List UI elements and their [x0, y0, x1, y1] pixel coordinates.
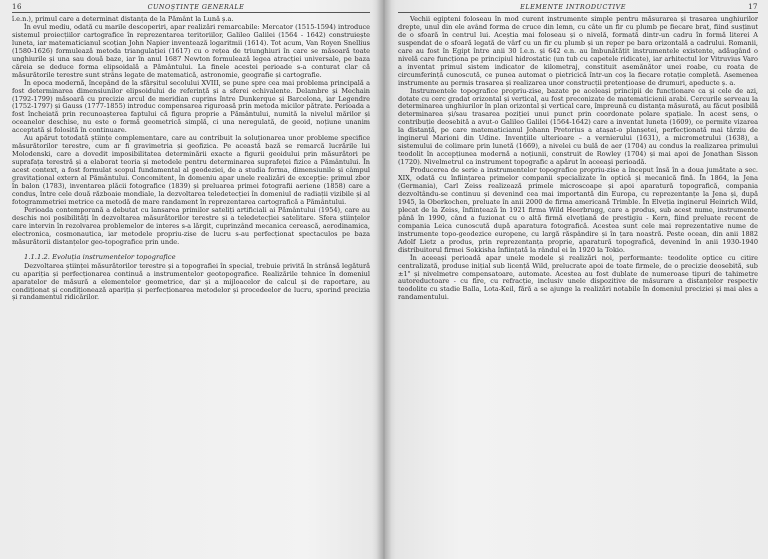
left-paragraph-4: Perioada contemporană a debutat cu lansarea primilor sateliți artificiali ai Pământului (1954), care au deschis noi posibilități în dezvoltarea măsurătorilor terestre și a teledetecției satelitare. Sfera științelor care intervin în rezolvarea problemelor de interes s-a lărgit, cuprinzând mecanica cerească, aerodinamica, electronica, cosmonautica, iar metodele propriu-zise de lucru s-au perfecționat spectaculos pe baza măsurătorii distanțelor geo-topografice prin unde.	[12, 205, 370, 246]
left-running-head	[12, 3, 370, 13]
right-running-head-title: ELEMENTE INTRODUCTIVE	[520, 3, 626, 11]
right-running-head	[398, 3, 758, 13]
left-paragraph-2: În epoca modernă, începând de la sfârșitul secolului XVIII, se pune spre cea mai problema principală a fost determinarea dimensiunilor elipsoidului de referință și a sferei echivalente. Delambre și Mechain (1792-1799) măsoară cu precizie arcul de meridian cuprins între Dunkerque și Barcelona, iar Legendre (1752-1797) și Gauss (1777-1855) introduc compensarea riguroasă prin metoda micilor pătrate. Perioada a fost încheiată prin recunoașterea faptului că figura proprie a Pământului, numită la nivelul mărilor și oceanelor deschise, nu este o formă geometrică simplă, ci una neregulată, de geoid, noțiune unanim acceptată și folosită în continuare.	[12, 78, 370, 135]
right-page	[384, 0, 768, 559]
left-paragraph-0: î.e.n.), primul care a determinat distanța de la Pământ la Lună ș.a.	[12, 15, 234, 23]
subsection-title: 1.1.1.2. Evoluția instrumentelor topografice	[24, 252, 176, 261]
left-paragraph-1: În evul mediu, odată cu marile descoperiri, apar realizări remarcabile: Mercator (1515-1594) introduce sistemul proiecțiilor cartografice în reprezentarea teritoriilor, Galileo Galilei (1564 - 1642) construiește luneta, iar matematicianul scoțian John Napier inventează logaritmii (1614). Tot acum, Van Royen Snellius (1580-1626) formulează metoda triangulației (1617) cu o rețea de triunghiuri în care se măsoară toate unghiurile și una sau două baze, iar în anul 1687 Newton formulează legea atracției universale, pe baza căreia se deduce forma elipsoidală a Pământului. La finele acestei perioade s-a conturat clar că măsurătorile terestre sunt strâns legate de matematică, astronomie, geografie și cartografie.	[12, 22, 370, 79]
right-paragraph-1: Instrumentele topografice propriu-zise, bazate pe aceleași principii de funcționare ca și cele de azi, dotate cu cerc gradat orizontal și vertical, au fost preconizate de matematicienii arabi. Cercurile serveau la determinarea unghiurilor în plan orizontal și vertical care, împreună cu distanța măsurată, au făcut posibilă determinarea și/sau trasarea poziției unui punct prin coordonate polare spațiale. În acest sens, o contribuție deosebită a avut-o Galileo Galilei (1564-1642) care a inventat luneta (1609), ce permite vizarea la distanță, pe care matematicianul Johann Pretorius a atașat-o planșetei, perfecționată mai târziu de inginerul Marioni din Udine. Invențiile ulterioare – a vernierului (1631), a micrometrului (1638), a sistemului de colimare prin lunetă (1669), a nivelei cu bulă de aer (1704) au condus la realizarea primului teodolit în accepțiunea modernă a noțiunii, construit de Rowley (1704) și mai apoi de Jonathan Sisson (1720). Nivelmetrul ca instrument topografic a apărut în aceeași perioadă.	[398, 86, 758, 167]
left-running-head-title: CUNOȘTINȚE GENERALE	[147, 3, 245, 11]
right-page-number: 17	[748, 3, 758, 11]
right-paragraph-3: În aceeași perioadă apar unele modele și realizări noi, performante: teodolite optice cu citire centralizată, produse inițial sub licență Wild, prelucrate apoi de toate firmele, de o precizie deosebită, sub ±1" și nivelmetre compensatoare, automate. Acestea au fost dublate de numeroase tipuri de tahimetre autoreductoare - cu fire, cu refracție, inclusiv unele dispozitive de măsurare a distanțelor respectiv teodolite cu stadie Balla, Lota-Keil, fără a se ajunge la realizări notabile în domeniul preciziei și mai ales a randamentului.	[398, 253, 758, 302]
right-paragraph-0: Vechii egipteni foloseau în mod curent instrumente simple pentru măsurarea și trasarea unghiurilor drepte, unul din ele având forma de cruce din lemn, cu câte un fir cu plumb pe fiecare braț, fiind susținut de o sfoară în centrul lui. Aceștia mai foloseau și o nivelă, formată dintr-un cadru în formă literei A suspendat de o sfoară legată de vârf cu un fir cu plumb și un reper pe bara orizontală a cadrului. Romanii, care au fost în Egipt între anii 30 î.e.n. și 642 e.n. au îmbunătățit instrumentele existente, adăugând o nivelă care funcționa pe principiul hidrostatic (un tub cu capetele ridicate), iar arhitectul lor Vitruvius Varo a inventat primul sistem indicator de kilometraj, constituit asemănător unei roabe, cu roata de circumferință cunoscută, ce punea automat o pietricică într-un coș la fiecare rotație completă. Asemenea instrumente au permis trasarea și realizarea unor construcții pretențioase de drumuri, apeducte ș. a.	[398, 15, 758, 87]
subsection-paragraph: Dezvoltarea științei măsurătorilor terestre și a topografiei în special, trebuie privită în strânsă legătură cu apariția și perfecționarea continuă a instrumentelor geotopografice. Realizările tehnice în domeniul aparatelor de măsură a elementelor geometrice, dar și a mijloacelor de calcul și de raportare, au condiționat și condiționează apariția și perfecționarea metodelor și procedeelor de lucru, sporind precizia și randamentul ridicărilor.	[12, 261, 370, 302]
left-page-number: 16	[12, 3, 22, 11]
right-paragraph-2: Producerea de serie a instrumentelor topografice propriu-zise a început însă în a doua jumătate a sec. XIX, odată cu înființarea primelor companii specializate în optică și mecanică fină. În 1864, la Jena (Germania), Carl Zeiss realizează primele microscoape și apoi aparatură topografică, compania dezvoltându-se continuu și devenind cea mai importantă din Europa, cu reprezentanțe la Jena și, după 1945, la Oberkochen, preluate în anii 2000 de firma americană Trimble. În Elveția inginerul Heinrich Wild, plecat de la Zeiss, înființează în 1921 firma Wild Heerbrugg, care a produs, sub acest nume, instrumente până în 1990, când a fuzionat cu o altă firmă elvețiană de prestigiu - Kern, fiind preluate recent de compania Leica cunoscută după aparatura fotografică. Acestea sunt cele mai reprezentative nume de instrumente topo-geodezice europene, cu largă răspândire și în țara noastră. Peste ocean, din anii 1882 Adolf Lietz a produs, prin reprezentanța proprie, aparatură topografică, devenind în anii 1930-1940 distribuitorul firmei Sokkisha înființată la rândul ei în 1920 la Tokio.	[398, 166, 758, 254]
left-paragraph-3: Au apărut totodată științe complementare, care au contribuit la soluționarea unor probleme specifice măsurătorilor terestre, cum ar fi gravimetria și geofizica. Pe această bază se remarcă lucrările lui Molodenski, care a dovedit imposibilitatea determinării exacte a figurii geoidului prin măsurători pe suprafața terestră și a elaborat teoria și metodele pentru determinarea suprafeței fizice a Pământului. În acest context, a fost formulat scopul fundamental al geodeziei, de a studia forma, dimensiunile și câmpul gravitațional extern al Pământului. Concomitent, în domeniu apar unele realizări de excepție: primul zbor în balon (1783), inventarea plăcii fotografice (1839) și preluarea primei fotografii aeriene (1858) care a condus, între cele două războaie mondiale, la dezvoltarea teledetecției în domeniul de radiații vizibile și al fotogrammetriei metrice ca metodă de mare randament în reprezentarea cartografică a Pământului.	[12, 134, 370, 206]
